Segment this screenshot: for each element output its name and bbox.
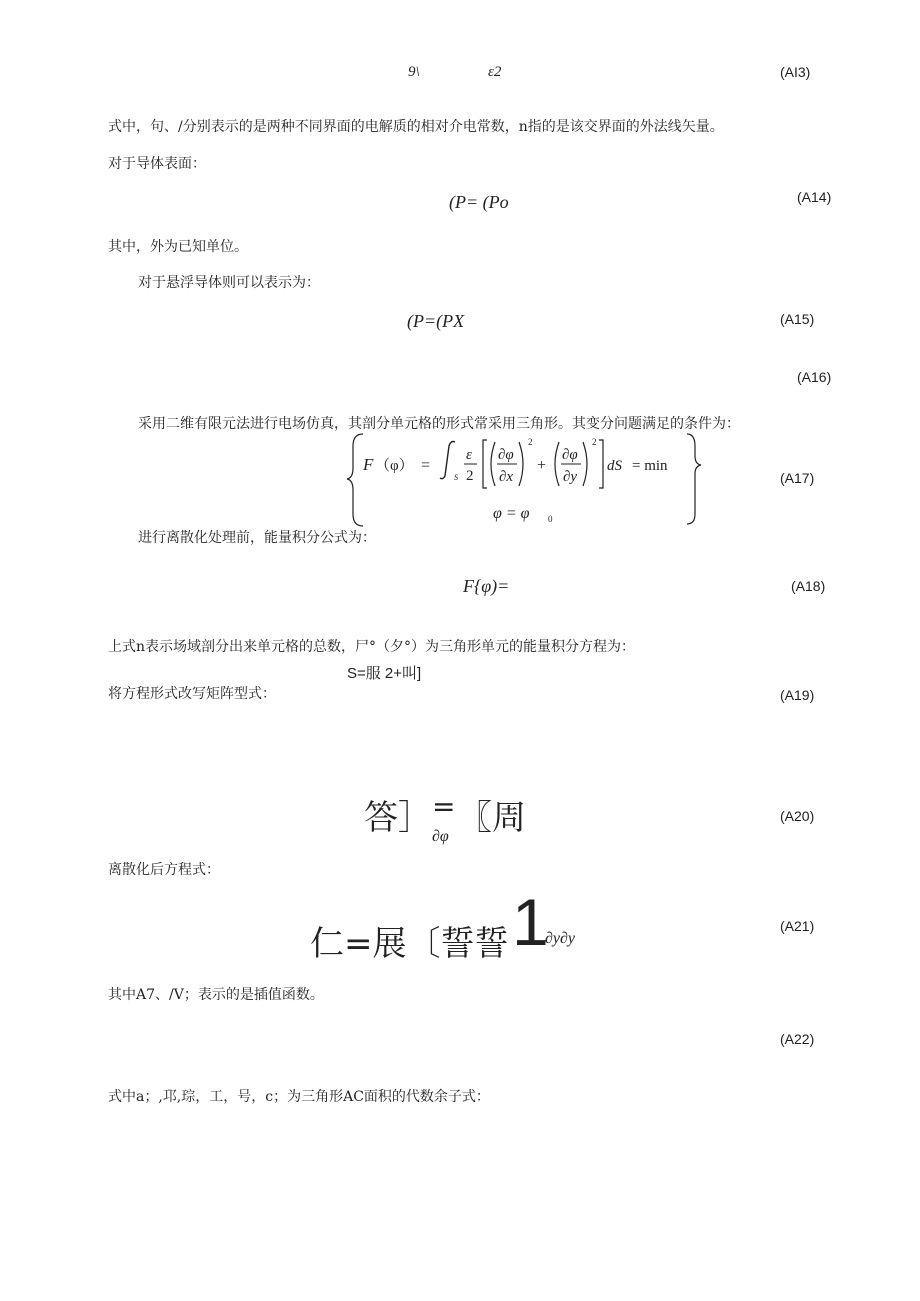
paragraph-element-count: 上式n表示场域剖分出来单元格的总数，尸°（夕°）为三角形单元的能量积分方程为： — [108, 639, 636, 655]
eq-a17-dphi-1: ∂φ — [498, 447, 514, 463]
paragraph-pre-discrete: 进行离散化处理前，能量积分公式为： — [138, 530, 376, 546]
s-formula: S=服 2+叫] — [347, 665, 422, 682]
equation-number-a20: (A20) — [780, 808, 815, 824]
eq-a17 — [345, 432, 705, 528]
paragraph-unit-note: 其中，外为已知单位。 — [108, 239, 248, 255]
eq-a14: (P= (Po — [449, 192, 509, 212]
paragraph-interpolation: 其中A7、/V；表示的是插值函数。 — [108, 987, 324, 1003]
eq-a17-square-2: 2 — [592, 437, 597, 447]
right-bracket — [599, 440, 603, 488]
eq-a13-fragment-1: 9\ — [408, 64, 420, 80]
paren-2-left — [555, 442, 559, 486]
right-brace — [687, 434, 701, 524]
equation-number-a13: (AI3) — [780, 64, 811, 80]
paren-1-left — [491, 442, 495, 486]
paragraph-discrete-equation: 离散化后方程式： — [108, 862, 220, 878]
eq-a17-dy: ∂y — [563, 469, 578, 485]
eq-a17-plus: + — [537, 457, 547, 474]
left-brace — [347, 434, 363, 526]
paragraph-floating-conductor: 对于悬浮导体则可以表示为： — [138, 275, 320, 291]
eq-a20-denominator: ∂φ — [432, 828, 449, 845]
eq-a20-left: 答］ — [364, 798, 432, 838]
integral-sign — [440, 442, 455, 479]
equation-number-a16: (A16) — [797, 369, 832, 385]
paren-1-right — [519, 442, 523, 486]
eq-a17-equals: = — [421, 457, 431, 474]
eq-a17-integral-sub: S — [454, 473, 458, 482]
eq-a20-right: 〖周 — [458, 798, 526, 838]
eq-a21-left: 仁=展〔誓誓 — [310, 924, 509, 964]
paragraph-permittivity: 式中，句、/分别表示的是两种不同界面的电解质的相对介电常数，n指的是该交界面的外法线矢量。 — [108, 119, 724, 135]
eq-a17-dx: ∂x — [499, 469, 514, 485]
eq-a13-fragment-2: ε2 — [488, 64, 502, 80]
eq-a17-square-1: 2 — [528, 437, 533, 447]
eq-a17-epsilon: ε — [466, 447, 472, 463]
equation-number-a14: (A14) — [797, 189, 832, 205]
equation-number-a19: (A19) — [780, 687, 815, 703]
eq-a21-one: 1 — [512, 885, 549, 959]
eq-a17-phi-arg: （φ） — [375, 458, 414, 474]
eq-a21-tail: ∂y∂y — [545, 930, 576, 947]
equation-number-a15: (A15) — [780, 311, 815, 327]
paragraph-matrix-form: 将方程形式改写矩阵型式： — [108, 686, 276, 702]
left-bracket — [483, 440, 487, 488]
equation-number-a18: (A18) — [791, 578, 826, 594]
paren-2-right — [583, 442, 587, 486]
eq-a17-F: F — [363, 455, 374, 474]
paragraph-conductor-surface: 对于导体表面： — [108, 156, 206, 172]
eq-a20-equals: = — [432, 790, 456, 823]
equation-number-a17: (A17) — [780, 470, 815, 486]
eq-a15: (P=(PX — [407, 311, 465, 331]
eq-a18: F{φ)= — [463, 576, 510, 596]
eq-a17-dphi-2: ∂φ — [562, 447, 578, 463]
eq-a17-min: = min — [632, 458, 668, 474]
eq-a17-boundary-sub: 0 — [548, 514, 553, 524]
eq-a17-two: 2 — [466, 468, 474, 484]
eq-a17-dS: dS — [607, 458, 622, 474]
equation-number-a21: (A21) — [780, 918, 815, 934]
eq-a17-boundary-condition: φ = φ — [493, 505, 530, 522]
paragraph-fem-intro: 采用二维有限元法进行电场仿真，其剖分单元格的形式常采用三角形。其变分问题满足的条件为： — [138, 416, 740, 432]
paragraph-cofactor: 式中a；,邛,琮，工，号，c；为三角形AC面积的代数余子式： — [108, 1089, 490, 1105]
equation-number-a22: (A22) — [780, 1031, 815, 1047]
